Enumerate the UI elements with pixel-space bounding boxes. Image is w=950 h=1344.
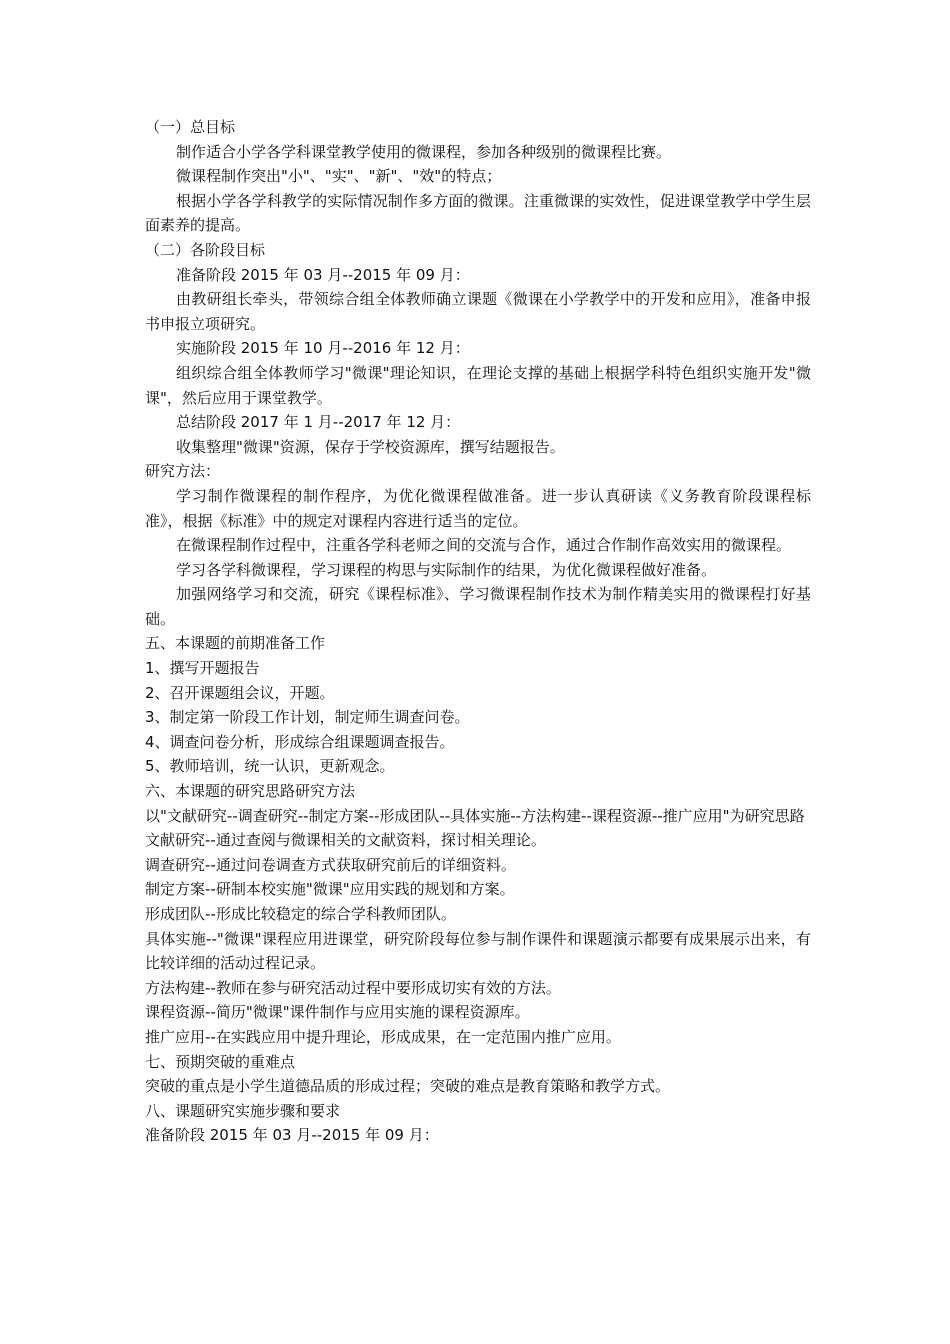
- heading-or-list-line: 2、召开课题组会议，开题。: [145, 683, 335, 702]
- body-paragraph: 学习各学科微课程，学习课程的构思与实际制作的结果，为优化微课程做好准备。: [176, 560, 717, 579]
- heading-or-list-line: 形成团队--形成比较稳定的综合学科教师团队。: [145, 905, 456, 923]
- heading-or-list-line: 课程资源--简历"微课"课件制作与应用实施的课程资源库。: [145, 1003, 530, 1022]
- heading-or-list-line: 推广应用--在实践应用中提升理论，形成成果，在一定范围内推广应用。: [145, 1027, 621, 1046]
- body-paragraph: 实施阶段 2015 年 10 月--2016 年 12 月：: [176, 339, 470, 358]
- heading-or-list-line: 文献研究--通过查阅与微课相关的文献资料，探讨相关理论。: [145, 831, 546, 850]
- body-paragraph: 加强网络学习和交流，研究《课程标准》、学习微课程制作技术为制作精美实用的微课程打好基础。: [145, 585, 811, 628]
- body-paragraph: 在微课程制作过程中，注重各学科老师之间的交流与合作，通过合作制作高效实用的微课程。: [176, 536, 792, 555]
- body-paragraph: 由教研组长牵头，带领综合组全体教师确立课题《微课在小学教学中的开发和应用》，准备申报书申报立项研究。: [145, 290, 811, 333]
- heading-or-list-line: 方法构建--教师在参与研究活动过程中要形成切实有效的方法。: [145, 978, 561, 997]
- body-paragraph: 准备阶段 2015 年 03 月--2015 年 09 月：: [176, 265, 470, 284]
- heading-or-list-line: 五、本课题的前期准备工作: [145, 634, 326, 653]
- heading-or-list-line: 八、课题研究实施步骤和要求: [145, 1101, 341, 1120]
- body-paragraph: 微课程制作突出"小"、"实"、"新"、"效"的特点；: [176, 167, 502, 186]
- body-paragraph: 学习制作微课程的制作程序，为优化微课程做准备。进一步认真研读《义务教育阶段课程标准》，根据《标准》中的规定对课程内容进行适当的定位。: [145, 486, 811, 530]
- heading-or-list-line: 突破的重点是小学生道德品质的形成过程；突破的难点是教育策略和教学方式。: [145, 1077, 671, 1096]
- document-body: [145, 115, 811, 1148]
- body-paragraph: 组织综合组全体教师学习"微课"理论知识，在理论支撑的基础上根据学科特色组织实施开发"微课"，然后应用于课堂教学。: [145, 363, 811, 407]
- body-paragraph: 总结阶段 2017 年 1 月--2017 年 12 月：: [176, 413, 461, 432]
- heading-or-list-line: 4、调查问卷分析，形成综合组课题调查报告。: [145, 732, 455, 751]
- heading-or-list-line: 六、本课题的研究思路研究方法: [145, 782, 356, 801]
- body-paragraph: 收集整理"微课"资源，保存于学校资源库，撰写结题报告。: [176, 437, 565, 456]
- heading-or-list-line: （一）总目标: [145, 118, 236, 136]
- heading-or-list-line: 制定方案--研制本校实施"微课"应用实践的规划和方案。: [145, 880, 515, 899]
- heading-or-list-line: 调查研究--通过问卷调查方式获取研究前后的详细资料。: [145, 855, 516, 874]
- heading-or-list-line: 七、预期突破的重难点: [145, 1052, 296, 1071]
- heading-or-list-line: 研究方法：: [145, 462, 221, 481]
- heading-or-list-line: 5、教师培训，统一认识，更新观念。: [145, 757, 395, 776]
- heading-or-list-line: 以"文献研究--调查研究--制定方案--形成团队--具体实施--方法构建--课程资源--推广应用"为研究思路: [145, 806, 805, 825]
- heading-or-list-line: 准备阶段 2015 年 03 月--2015 年 09 月：: [145, 1126, 439, 1145]
- body-paragraph: 根据小学各学科教学的实际情况制作多方面的微课。注重微课的实效性，促进课堂教学中学生层面素养的提高。: [145, 191, 811, 235]
- heading-or-list-line: 3、制定第一阶段工作计划，制定师生调查问卷。: [145, 708, 470, 727]
- heading-or-list-line: 具体实施--"微课"课程应用进课堂，研究阶段每位参与制作课件和课题演示都要有成果展示出来，有比较详细的活动过程记录。: [145, 929, 811, 973]
- heading-or-list-line: （二）各阶段目标: [145, 240, 266, 259]
- body-paragraph: 制作适合小学各学科课堂教学使用的微课程，参加各种级别的微课程比赛。: [176, 142, 672, 161]
- heading-or-list-line: 1、撰写开题报告: [145, 659, 260, 678]
